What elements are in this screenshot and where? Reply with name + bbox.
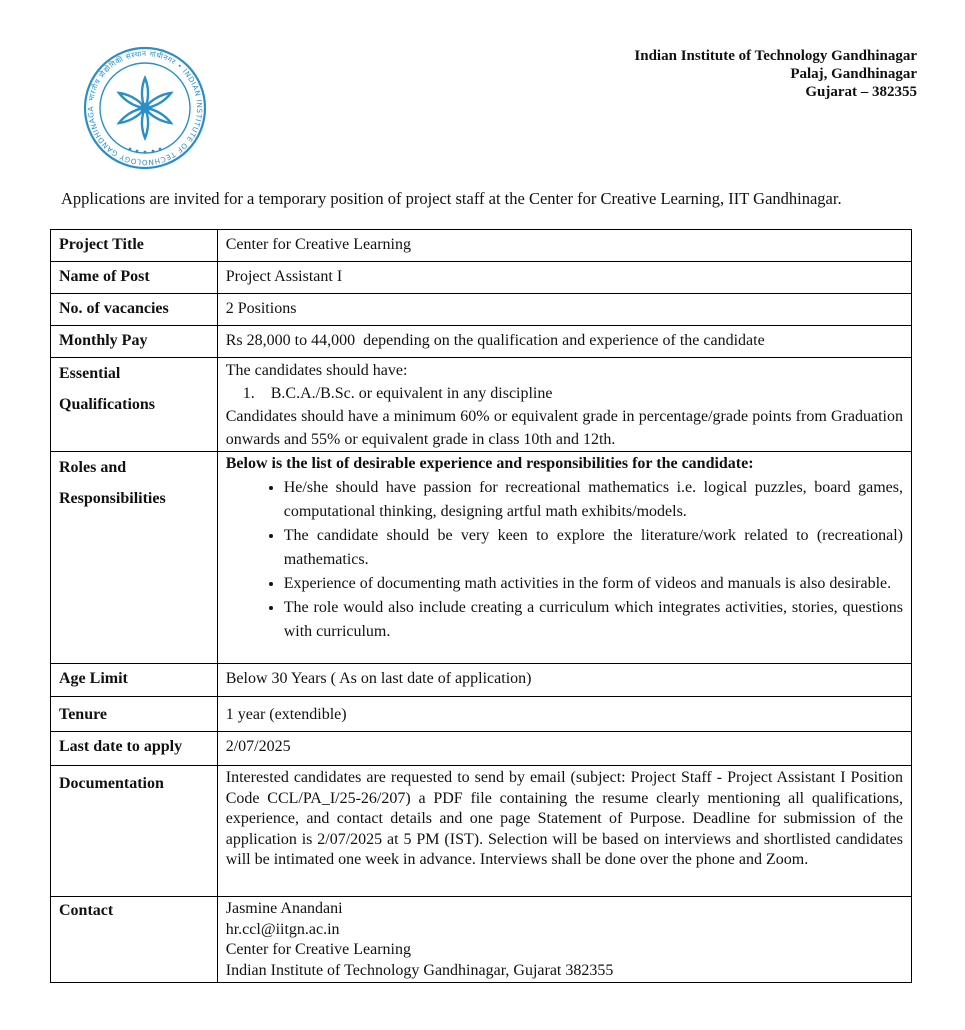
institute-address <box>634 47 917 101</box>
address-line-2: Palaj, Gandhinagar <box>790 66 917 82</box>
row-tenure <box>51 697 912 732</box>
value-vacancies: 2 Positions <box>225 300 297 317</box>
value-last-date: 2/07/2025 <box>225 738 291 755</box>
role-item: • The role would also include creating a curriculum which integrates activities, stories, questions with curriculum. <box>284 596 903 644</box>
value-name-of-post: Project Assistant I <box>225 268 343 285</box>
contact-center: Center for Creative Learning <box>225 941 411 959</box>
row-roles <box>51 452 912 664</box>
qualifications-list <box>226 382 903 405</box>
value-tenure: 1 year (extendible) <box>225 706 347 723</box>
row-last-date <box>51 732 912 766</box>
intro-text: Applications are invited for a temporary position of project staff at the Center for Creative Learning, IIT Gandhinagar. <box>61 189 842 208</box>
logo-ring-text: भारतीय प्रौद्योगिकी संस्थान गांधीनगर • INDIAN INSTITUTE OF TECHNOLOGY GANDHINAGA <box>85 48 205 168</box>
label-monthly-pay: Monthly Pay <box>59 332 148 349</box>
roles-list <box>226 476 903 644</box>
row-name-of-post <box>51 262 912 294</box>
label-roles-2: Responsibilities <box>59 490 166 507</box>
label-qualifications-2: Qualifications <box>59 396 156 413</box>
row-contact <box>51 897 912 983</box>
roles-heading: Below is the list of desirable experience and responsibilities for the candidate: <box>225 455 754 472</box>
label-tenure: Tenure <box>59 706 108 723</box>
contact-name: Jasmine Anandani <box>225 900 343 917</box>
qualifications-intro: The candidates should have: <box>225 362 408 379</box>
qualifications-note: Candidates should have a minimum 60% or equivalent grade in percentage/grade points from Graduation onwards and 55% or equivalent grade in class 10th and 12th. <box>225 408 903 448</box>
label-age-limit: Age Limit <box>59 670 128 687</box>
institute-logo <box>82 45 208 171</box>
contact-email[interactable]: hr.ccl@iitgn.ac.in <box>225 920 340 938</box>
label-project-title: Project Title <box>59 236 144 253</box>
job-details-table <box>50 229 912 983</box>
row-project-title <box>51 230 912 262</box>
role-item: • He/she should have passion for recreational mathematics i.e. logical puzzles, board games, computational thinking, designing artful math exhibits/models. <box>284 476 903 524</box>
address-line-1: Indian Institute of Technology Gandhinagar <box>634 48 917 64</box>
label-qualifications-1: Essential <box>59 365 121 382</box>
address-line-3: Gujarat – 382355 <box>805 84 917 100</box>
value-project-title: Center for Creative Learning <box>225 236 411 253</box>
label-contact: Contact <box>59 902 114 919</box>
row-age-limit <box>51 664 912 697</box>
contact-institute: Indian Institute of Technology Gandhinagar, Gujarat 382355 <box>225 961 614 979</box>
value-monthly-pay: Rs 28,000 to 44,000 depending on the qualification and experience of the candidate <box>225 332 765 349</box>
row-vacancies <box>51 294 912 326</box>
value-age-limit: Below 30 Years ( As on last date of application) <box>225 670 532 687</box>
row-monthly-pay <box>51 326 912 358</box>
label-name-of-post: Name of Post <box>59 268 150 285</box>
iitgn-seal-icon <box>82 45 208 171</box>
label-vacancies: No. of vacancies <box>59 300 169 317</box>
label-last-date: Last date to apply <box>59 738 183 755</box>
role-item: • The candidate should be very keen to explore the literature/work related to (recreational) mathematics. <box>284 524 903 572</box>
role-item: • Experience of documenting math activities in the form of videos and manuals is also desirable. <box>284 572 903 596</box>
qualification-item: 1. B.C.A./B.Sc. or equivalent in any discipline <box>259 382 903 405</box>
row-documentation <box>51 766 912 897</box>
row-qualifications <box>51 358 912 452</box>
label-roles-1: Roles and <box>59 459 127 476</box>
label-documentation: Documentation <box>59 775 164 792</box>
value-documentation: Interested candidates are requested to send by email (subject: Project Staff - Project Assistant I Position Code CCL/PA_I/25-26/207) a PDF file containing the resume clearly mentioning all qualifications, experience, and contact details and one page Statement of Purpose. Deadline for submission of the application is 2/07/2025 at 5 PM (IST). Selection will be based on interviews and shortlisted candidates will be intimated one week in advance. Interviews shall be done over the phone and Zoom. <box>225 769 903 869</box>
